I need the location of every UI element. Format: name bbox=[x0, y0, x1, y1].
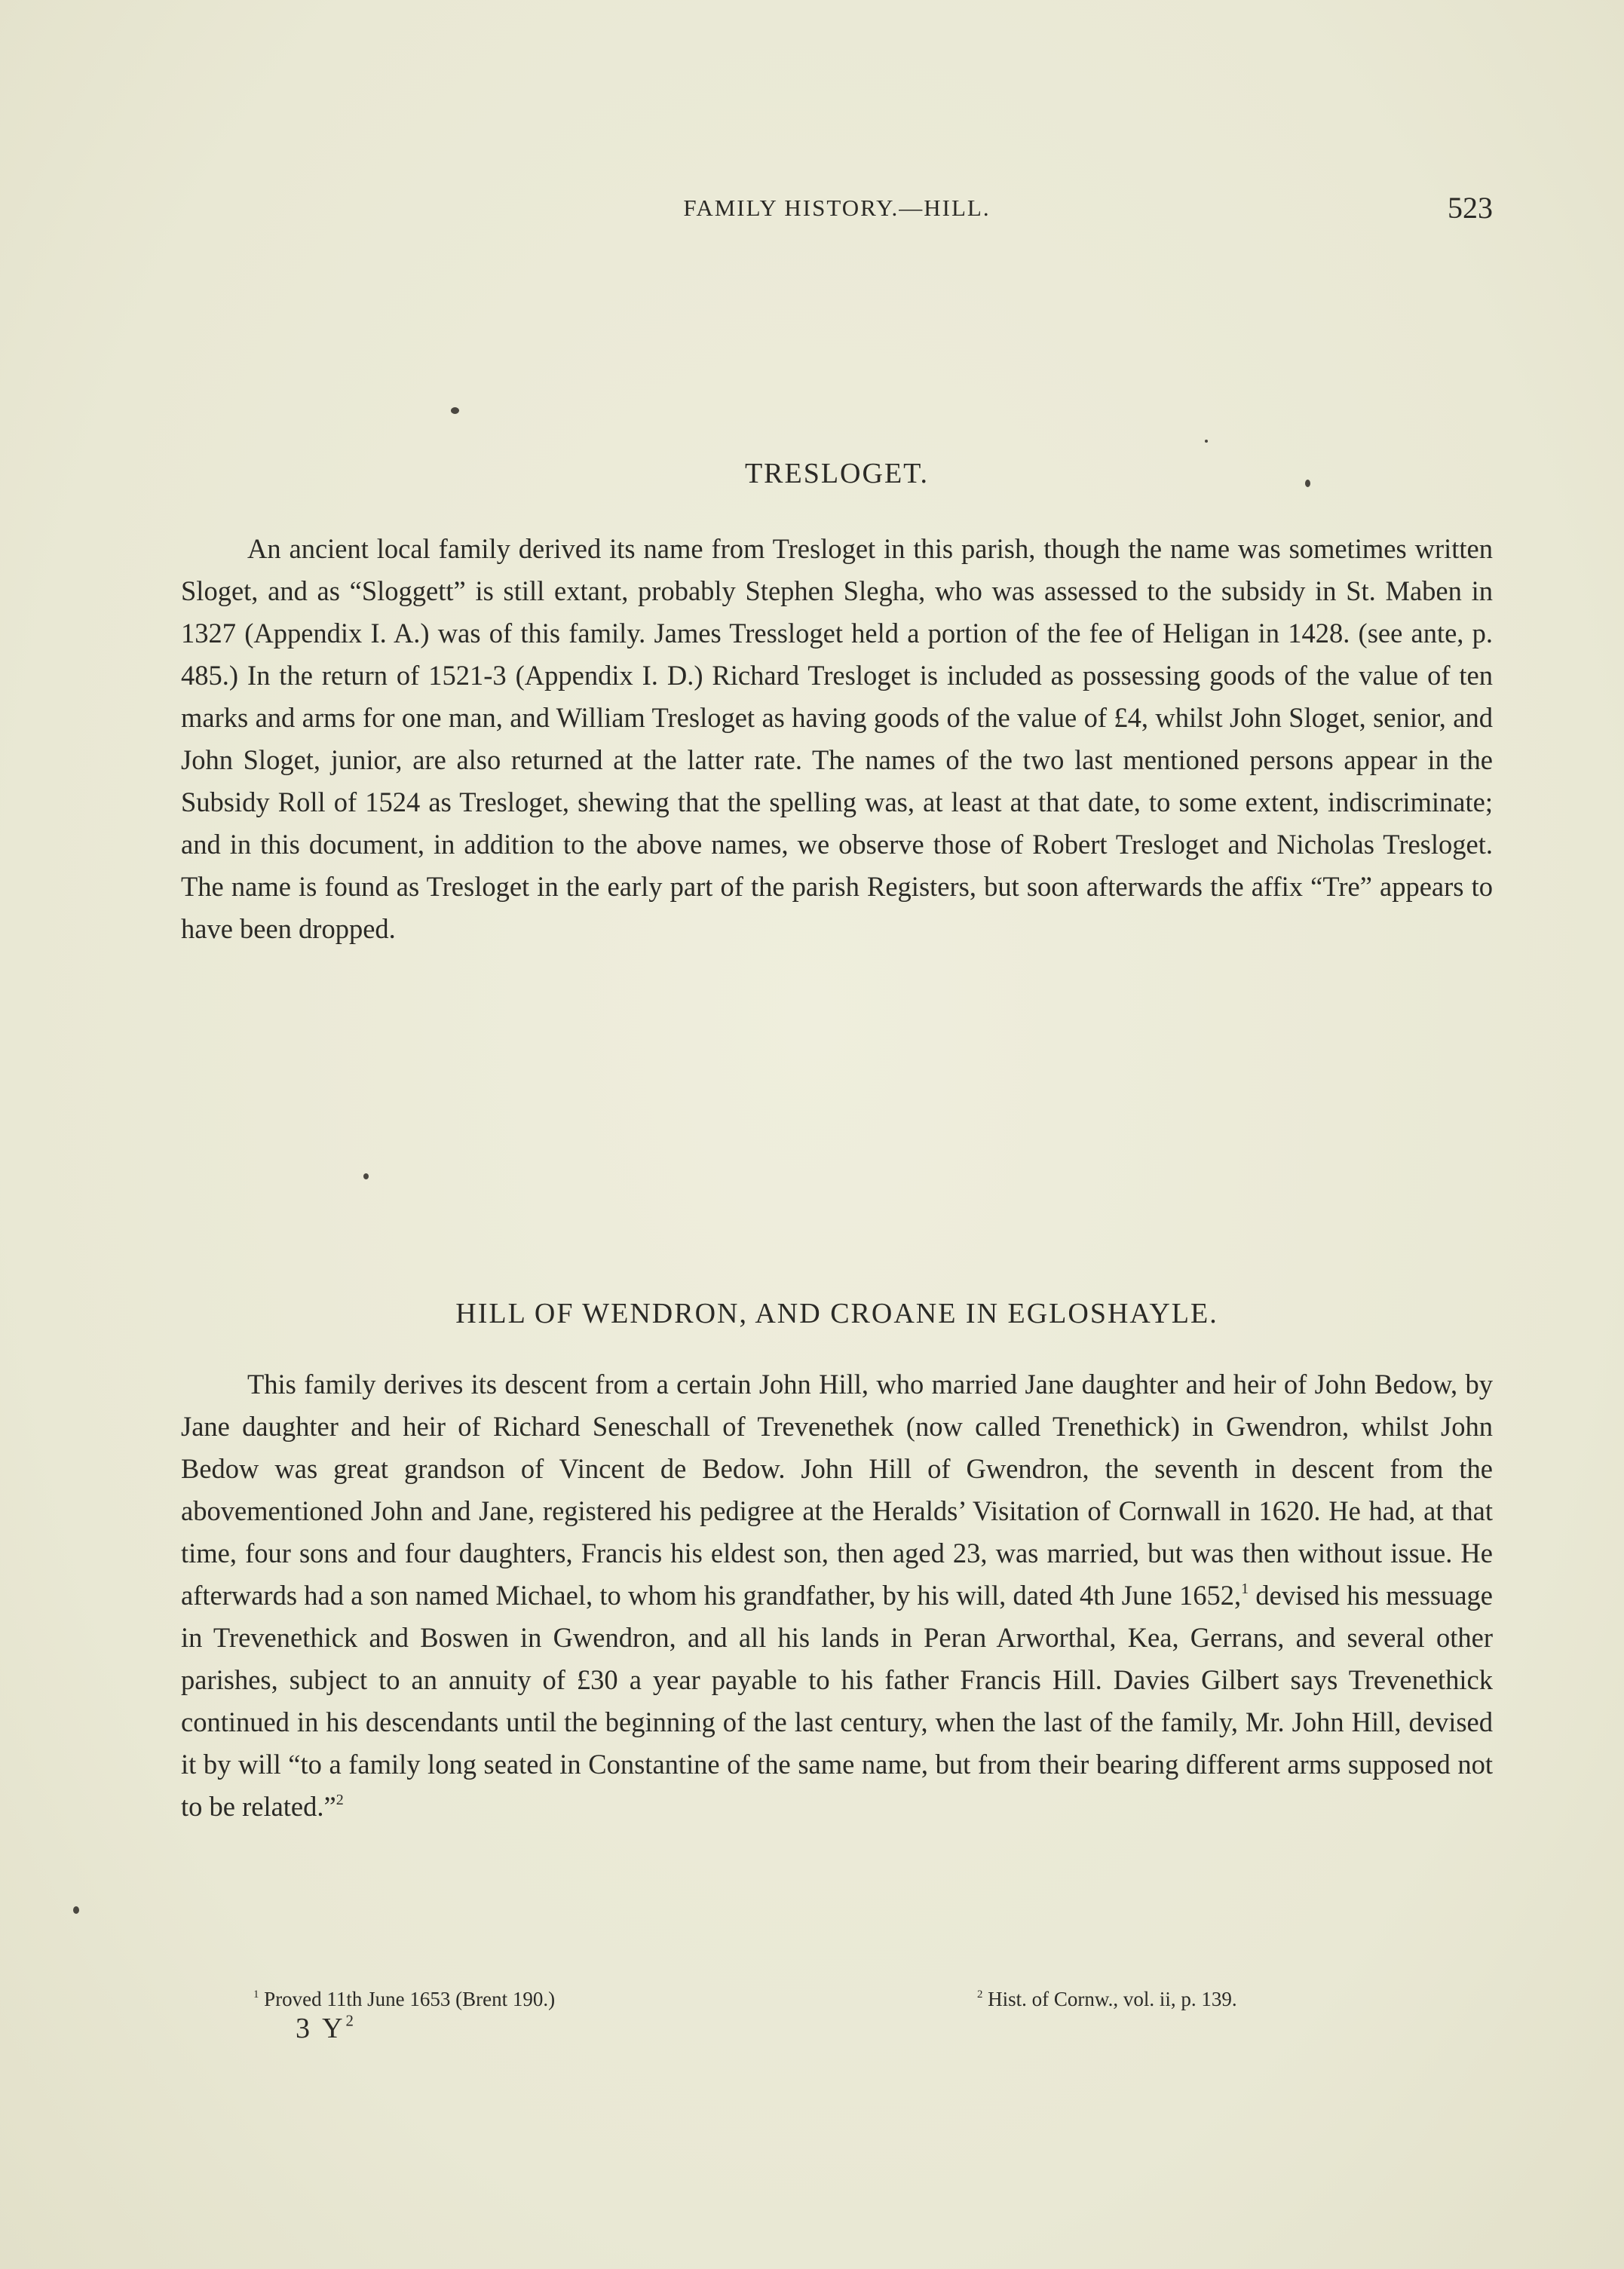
signature-text: 3 Y bbox=[296, 2013, 346, 2044]
footnote-ref-2: 2 bbox=[336, 1791, 344, 1808]
paper-speck bbox=[363, 1173, 369, 1179]
footnote-1-mark: 1 bbox=[253, 1988, 259, 2001]
hill-paragraph-text-1: This family derives its descent from a certain John Hill, who married Jane daughter and heir of John Bedow, by Jane daughter and heir of Richard Seneschall of Trevenethek (now called Trenethick) in Gwendron, whilst John Bedow was great grandson of Vincent de Bedow. John Hill of Gwendron, the seventh in descent from the abovementioned John and Jane, registered his pedigree at the Heralds’ Visitation of Cornwall in 1620. He had, at that time, four sons and four daughters, Francis his eldest son, then aged 23, was married, but was then without issue. He afterwards had a son named Michael, to whom his grandfather, by his will, dated 4th June 1652, bbox=[181, 1369, 1493, 1611]
signature-sup: 2 bbox=[345, 2011, 357, 2030]
section-heading-tresloget: TRESLOGET. bbox=[744, 458, 930, 489]
tresloget-paragraph: An ancient local family derived its name from Tresloget in this parish, though the name was sometimes written Sloget, and as “Sloggett” is still extant, probably Stephen Slegha, who was assessed to the subsidy in St. Maben in 1327 (Appendix I. A.) was of this family. James Tressloget held a portion of the fee of Heligan in 1428. (see ante, p. 485.) In the return of 1521-3 (Appendix I. D.) Richard Tresloget is included as possessing goods of the value of ten marks and arms for one man, and William Tresloget as having goods of the value of £4, whilst John Sloget, senior, and John Sloget, junior, are also returned at the latter rate. The names of the two last mentioned persons appear in the Subsidy Roll of 1524 as Tresloget, shewing that the spelling was, at least at that date, to some extent, indiscriminate; and in this document, in addition to the above names, we observe those of Robert Tresloget and Nicholas Tresloget. The name is found as Tresloget in the early part of the parish Registers, but soon afterwards the affix “Tre” appears to have been dropped. bbox=[181, 533, 1493, 944]
running-title: FAMILY HISTORY.—HILL. bbox=[683, 195, 991, 221]
hill-paragraph bbox=[181, 1363, 1493, 1828]
page-number: 523 bbox=[1448, 191, 1493, 225]
running-head bbox=[181, 190, 1493, 228]
footnote-2-mark: 2 bbox=[977, 1988, 983, 2001]
section-heading-hill: HILL OF WENDRON, AND CROANE IN EGLOSHAYLE. bbox=[455, 1298, 1218, 1329]
hill-paragraph-text-2: devised his messuage in Trevenethick and Boswen in Gwendron, and all his lands in Peran Arworthal, Kea, Gerrans, and several other parishes, subject to an annuity of £30 a year payable to his father Francis Hill. Davies Gilbert says Trevenethick continued in his descendants until the beginning of the last century, when the last of the family, Mr. John Hill, devised it by will “to a family long seated in Constantine of the same name, but from their bearing different arms supposed not to be related.” bbox=[181, 1580, 1494, 1822]
footnote-1-text: Proved 11th June 1653 (Brent 190.) bbox=[264, 1988, 556, 2010]
footnote-2-text: Hist. of Cornw., vol. ii, p. 139. bbox=[988, 1988, 1237, 2010]
footnote-1 bbox=[253, 1988, 555, 2011]
footnote-2 bbox=[977, 1988, 1237, 2011]
paper-speck bbox=[451, 407, 459, 414]
paper-speck bbox=[1305, 480, 1310, 487]
paper-speck bbox=[1205, 440, 1208, 443]
signature-mark bbox=[296, 2012, 357, 2045]
footnote-ref-1: 1 bbox=[1241, 1580, 1249, 1597]
paper-speck bbox=[73, 1906, 79, 1914]
